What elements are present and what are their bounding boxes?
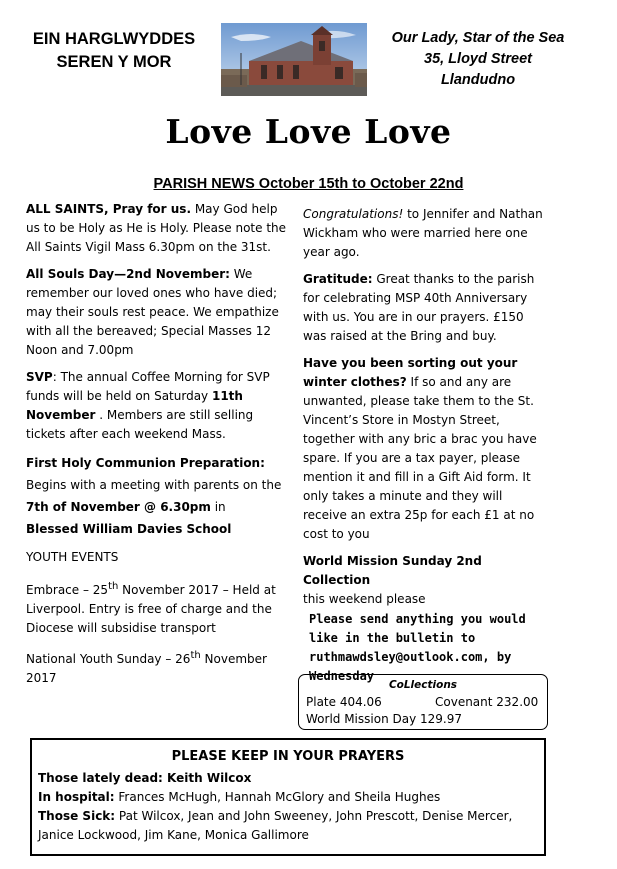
lately-dead-label: Those lately dead: <box>38 771 163 785</box>
world-mission-notice <box>303 552 549 609</box>
plate-collection: Plate 404.06 <box>306 695 382 709</box>
lately-dead-line <box>38 769 538 788</box>
church-address <box>368 28 588 91</box>
svp-text-2: . Members are still selling tickets after each weekend Mass. <box>26 408 254 441</box>
all-souls-text: We remember our loved ones who have died; may their souls rest peace. We empathize with all the bereaved; Special Masses 12 Noon and 7.00pm <box>26 267 279 357</box>
hospital-label: In hospital: <box>38 790 115 804</box>
congratulations-notice <box>303 205 549 262</box>
left-column <box>26 200 288 696</box>
world-mission-collection: World Mission Day 129.97 <box>306 712 462 726</box>
hospital-names: Frances McHugh, Hannah McGlory and Sheila Hughes <box>114 790 441 804</box>
hospital-line <box>38 788 538 807</box>
church-photo <box>221 23 367 96</box>
svp-date: 11th November <box>26 389 243 422</box>
svp-label: SVP <box>26 370 53 384</box>
welsh-title <box>14 28 214 74</box>
lately-dead-names: Keith Wilcox <box>162 771 252 785</box>
sick-names: Pat Wilcox, Jean and John Sweeney, John Prescott, Denise Mercer, Janice Lockwood, Jim Kane, Monica Gallimore <box>38 809 513 842</box>
bulletin-submission-note: Please send anything you would like in the bulletin to ruthmawdsley@outlook.com, by Wednesday <box>309 612 526 683</box>
congratulations-text: to Jennifer and Nathan Wickham who were married here one year ago. <box>303 207 543 259</box>
prayers-list <box>38 769 538 845</box>
first-communion-school: Blessed William Davies School <box>26 522 232 536</box>
youth-events-heading: YOUTH EVENTS <box>26 550 119 564</box>
winter-clothes-text: If so and any are unwanted, please take them to the St. Vincent’s Store in Mostyn Street, together with any bric a brac you have spare. If you are a tax payer, please mention it and fill in a Gift Aid form. It only takes a minute and they will receive an extra 25p for each £1 at no cost to you <box>303 375 537 541</box>
welsh-title-line2: SEREN Y MOR <box>56 53 172 71</box>
all-saints-label: ALL SAINTS, Pray for us. <box>26 202 192 216</box>
all-souls-notice <box>26 265 288 360</box>
embrace-text-b: November 2017 – Held at Liverpool. Entry is free of charge and the Diocese will subsidise transport <box>26 583 276 635</box>
youth-sunday-event <box>26 646 288 688</box>
youth-sunday-text-a: National Youth Sunday – 26 <box>26 652 191 666</box>
all-saints-notice <box>26 200 288 257</box>
sick-line <box>38 807 538 845</box>
svp-text-1: : The annual Coffee Morning for SVP funds will be held on Saturday <box>26 370 270 403</box>
all-saints-text: May God help us to be Holy as He is Holy. Please note the All Saints Vigil Mass 6.30pm on the 31st. <box>26 202 287 254</box>
gratitude-notice <box>303 270 549 346</box>
first-communion-text-2: in <box>210 500 226 514</box>
welsh-title-line1: EIN HARGLWYDDES <box>32 30 196 48</box>
street-address: 35, Lloyd Street <box>424 51 532 67</box>
embrace-text-a: Embrace – 25 <box>26 583 109 597</box>
world-mission-label: World Mission Sunday 2nd Collection <box>303 554 482 587</box>
first-communion-notice <box>26 452 288 540</box>
gratitude-text: Great thanks to the parish for celebrating MSP 40th Anniversary with us. You are in our prayers. £150 was raised at the Bring and buy. <box>303 272 535 343</box>
parish-news-heading: PARISH NEWS October 15th to October 22nd <box>153 176 464 192</box>
first-communion-date: 7th of November @ 6.30pm <box>26 500 211 514</box>
collections-title: CoLlections <box>388 679 458 691</box>
prayers-title: PLEASE KEEP IN YOUR PRAYERS <box>171 749 405 764</box>
covenant-collection: Covenant 232.00 <box>435 695 539 709</box>
first-communion-text-1: Begins with a meeting with parents on the <box>26 478 282 492</box>
town-name: Llandudno <box>440 72 516 88</box>
sick-label: Those Sick: <box>38 809 116 823</box>
youth-sunday-text-b: November 2017 <box>26 652 267 685</box>
embrace-event <box>26 577 288 638</box>
winter-clothes-notice <box>303 354 549 544</box>
prayers-box <box>30 738 546 856</box>
gratitude-label: Gratitude: <box>303 272 373 286</box>
winter-clothes-label: Have you been sorting out your winter clothes? <box>303 356 518 389</box>
youth-sunday-superscript: th <box>190 650 201 661</box>
embrace-superscript: th <box>108 581 119 592</box>
all-souls-label: All Souls Day—2nd November: <box>26 267 230 281</box>
bulletin-title: Love Love Love <box>165 112 452 151</box>
first-communion-heading: First Holy Communion Preparation: <box>26 456 265 470</box>
world-mission-text: this weekend please <box>303 592 426 606</box>
church-name: Our Lady, Star of the Sea <box>391 30 565 46</box>
svp-notice <box>26 368 288 444</box>
right-column <box>303 205 549 617</box>
congratulations-label: Congratulations! <box>303 207 404 221</box>
collections-box <box>298 674 548 730</box>
